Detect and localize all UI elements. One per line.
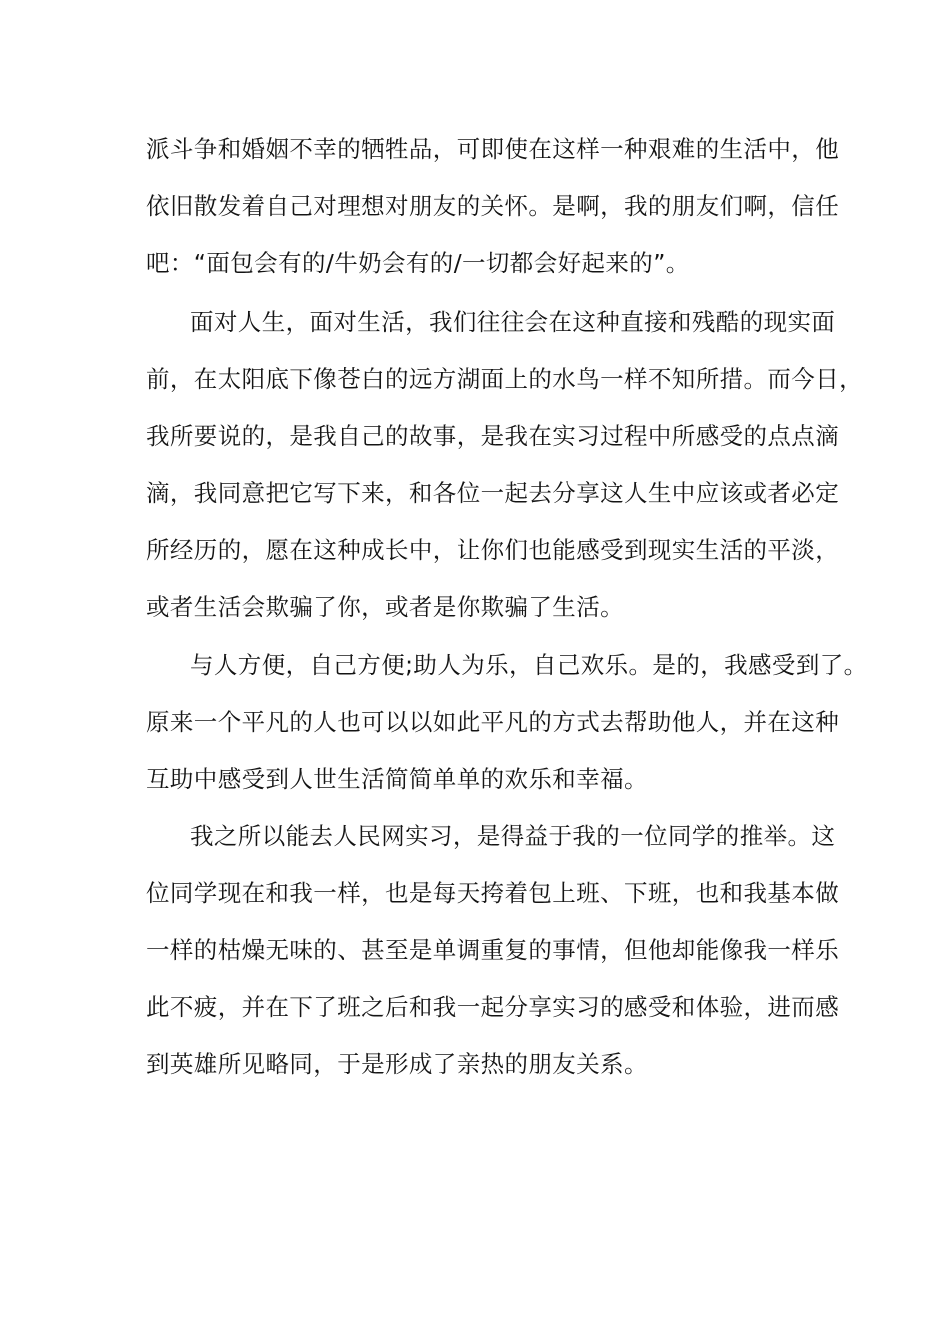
text-line: 面对人生，面对生活，我们往往会在这种直接和残酷的现实面 (190, 308, 836, 336)
text-line: 或者生活会欺骗了你，或者是你欺骗了生活。 (146, 593, 624, 621)
text-line: 我之所以能去人民网实习，是得益于我的一位同学的推举。这 (190, 822, 836, 850)
text-line: 与人方便，自己方便;助人为乐，自己欢乐。是的，我感受到了。 (190, 651, 868, 679)
text-line: 吧：“面包会有的/牛奶会有的/一切都会好起来的”。 (146, 249, 690, 277)
text-line: 此不疲，并在下了班之后和我一起分享实习的感受和体验，进而感 (146, 993, 840, 1021)
text-line: 滴，我同意把它写下来，和各位一起去分享这人生中应该或者必定 (146, 479, 840, 507)
text-line: 派斗争和婚姻不幸的牺牲品，可即使在这样一种艰难的生活中，他 (146, 135, 840, 163)
text-line: 到英雄所见略同，于是形成了亲热的朋友关系。 (146, 1050, 648, 1078)
text-line: 一样的枯燥无味的、甚至是单调重复的事情，但他却能像我一样乐 (146, 936, 840, 964)
text-line: 依旧散发着自己对理想对朋友的关怀。是啊，我的朋友们啊，信任 (146, 192, 840, 220)
text-line: 所经历的，愿在这种成长中，让你们也能感受到现实生活的平淡， (146, 536, 840, 564)
text-line: 我所要说的，是我自己的故事，是我在实习过程中所感受的点点滴 (146, 422, 840, 450)
text-line: 互助中感受到人世生活简简单单的欢乐和幸福。 (146, 765, 648, 793)
text-line: 位同学现在和我一样，也是每天挎着包上班、下班，也和我基本做 (146, 879, 840, 907)
text-line: 前，在太阳底下像苍白的远方湖面上的水鸟一样不知所措。而今日， (146, 365, 863, 393)
text-line: 原来一个平凡的人也可以以如此平凡的方式去帮助他人，并在这种 (146, 708, 840, 736)
